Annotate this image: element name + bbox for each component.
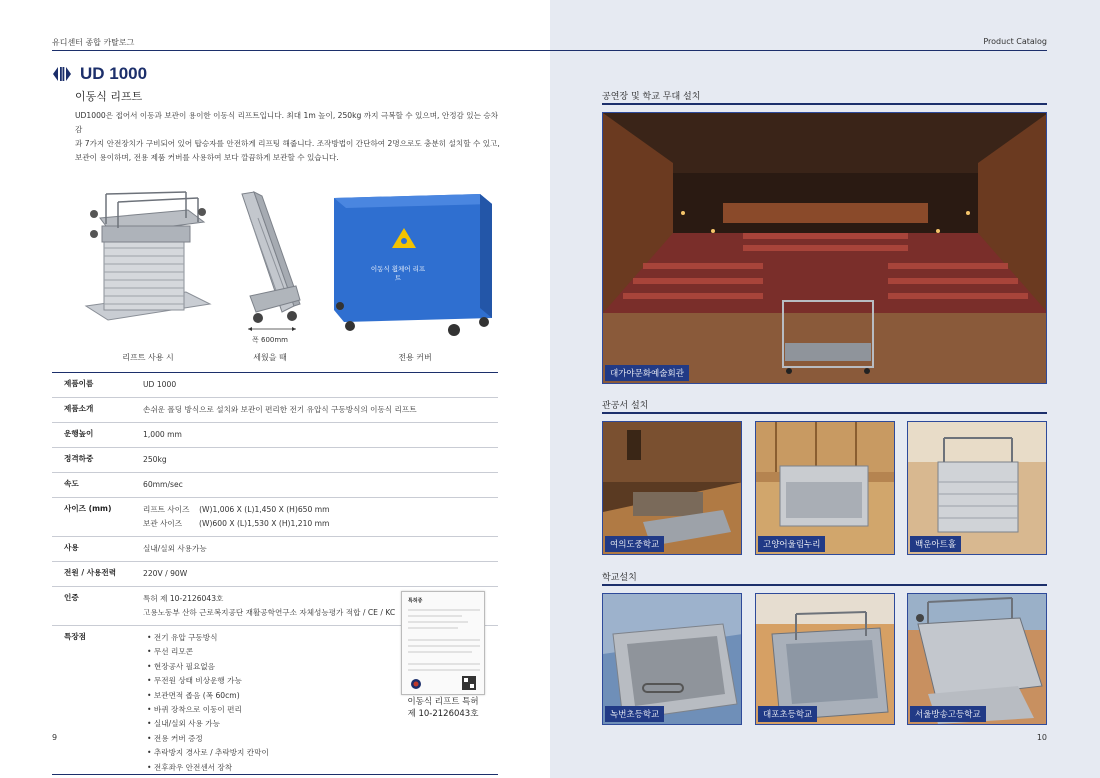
- spec-key: 전원 / 사용전력: [64, 568, 117, 577]
- cover-print-text: 이동식 휠체어 리프트: [370, 265, 426, 282]
- lift-folded-image: [230, 188, 310, 338]
- spec-value-line: 리프트 사이즈 (W)1,006 X (L)1,450 X (H)650 mm: [143, 505, 330, 514]
- spec-key: 사용: [64, 543, 79, 552]
- list-item: • 바퀴 장착으로 이동이 편리: [143, 703, 498, 717]
- spec-key: 사이즈 (mm): [64, 504, 112, 513]
- photo-public-1: [602, 421, 742, 555]
- photo-school-3: [907, 593, 1047, 725]
- photo-school-1: [602, 593, 742, 725]
- certificate-body-icon: [402, 604, 486, 694]
- photo-label: 여의도중학교: [605, 536, 664, 552]
- catalog-header-left: 유디센터 종합 카탈로그: [52, 38, 135, 47]
- section-title-public: 관공서 설치: [602, 401, 649, 411]
- page-title: UD 1000: [80, 64, 148, 83]
- spec-value-line: 250kg: [143, 455, 167, 464]
- spec-value-line: 고용노동부 산하 근로복지공단 재활공학연구소 자체성능평가 적합 / CE / KC: [143, 608, 396, 617]
- spec-value: [143, 398, 498, 422]
- section-rule: [602, 584, 1047, 586]
- spec-key: 인증: [64, 593, 79, 602]
- intro-paragraph: [75, 109, 505, 165]
- right-page: [550, 0, 1100, 778]
- table-row: [52, 423, 498, 448]
- photo-label: 녹번초등학교: [605, 706, 664, 722]
- spec-key: 제품소개: [64, 404, 94, 413]
- header-rule-right: [550, 50, 1047, 51]
- certificate-title: 특허증: [408, 598, 423, 604]
- intro-line: 과 7가지 안전장치가 구비되어 있어 탑승자를 안전하게 리프팅 해줍니다. 조작방법이 간단하여 2명으로도 충분히 설치할 수 있고,: [75, 139, 500, 148]
- photo-theater: [602, 112, 1047, 384]
- list-item: • 무전원 상태 비상운행 가능: [143, 674, 498, 688]
- catalog-header-right: Product Catalog: [983, 37, 1047, 46]
- ud-logo-icon: [52, 65, 72, 83]
- spec-value-line: 특허 제 10-2126043호: [143, 594, 224, 603]
- lift-in-use-image: [78, 188, 218, 338]
- spec-value-line: 1,000 mm: [143, 430, 182, 439]
- spec-value-line: 60mm/sec: [143, 480, 183, 489]
- photo-school-2: [755, 593, 895, 725]
- spec-key: 특장점: [64, 632, 87, 641]
- list-item: • 전후좌우 안전센서 장착: [143, 761, 498, 775]
- spec-key: 속도: [64, 479, 79, 488]
- list-item: • 전용 커버 증정: [143, 732, 498, 746]
- section-title-school: 학교설치: [602, 573, 637, 583]
- table-row: [52, 373, 498, 398]
- photo-label: 서울방송고등학교: [910, 706, 986, 722]
- photo-label: 대가야문화예술회관: [605, 365, 689, 381]
- dimension-label: 폭 600mm: [252, 336, 288, 344]
- page-subtitle: 이동식 리프트: [75, 90, 143, 103]
- table-row: [52, 473, 498, 498]
- table-row: [52, 498, 498, 537]
- spec-value: [143, 373, 498, 397]
- caption-lift-in-use: 리프트 사용 시: [122, 353, 174, 362]
- photo-label: 백운아트홀: [910, 536, 961, 552]
- intro-line: 보관이 용이하며, 전용 제품 커버를 사용하여 보다 깔끔하게 보관할 수 있습니다.: [75, 153, 339, 162]
- list-item: • 추락방지 경사로 / 추락방지 칸막이: [143, 746, 498, 760]
- patent-certificate-image: [401, 591, 485, 695]
- table-row: [52, 448, 498, 473]
- table-row: [52, 537, 498, 562]
- list-item: • 보관면적 좁음 (폭 60cm): [143, 689, 498, 703]
- photo-public-3: [907, 421, 1047, 555]
- caption-cover: 전용 커버: [398, 353, 432, 362]
- list-item: • 현장공사 필요없음: [143, 660, 498, 674]
- certificate-caption: [388, 696, 498, 720]
- header-rule-left: [52, 50, 550, 51]
- section-rule: [602, 412, 1047, 414]
- table-row: [52, 398, 498, 423]
- caption-folded: 세웠을 때: [253, 353, 287, 362]
- spec-value-line: 220V / 90W: [143, 569, 188, 578]
- spec-value: [143, 537, 498, 561]
- table-row: [52, 562, 498, 587]
- intro-line: UD1000은 접어서 이동과 보관이 용이한 이동식 리프트입니다. 최대 1m 높이, 250kg 까지 극복할 수 있으며, 안정감 있는 승차감: [75, 111, 499, 134]
- spec-key: 제품이름: [64, 379, 94, 388]
- list-item: • 실내/실외 사용 가능: [143, 717, 498, 731]
- spec-value: [143, 473, 498, 497]
- spec-value: [143, 423, 498, 447]
- photo-public-2: [755, 421, 895, 555]
- theater-photo: [603, 113, 1047, 384]
- certificate-caption-line: 이동식 리프트 특허: [407, 697, 479, 707]
- spec-value-line: 실내/실외 사용가능: [143, 544, 207, 553]
- photo-label: 대포초등학교: [758, 706, 817, 722]
- spec-value-line: 보관 사이즈 (W)600 X (L)1,530 X (H)1,210 mm: [143, 519, 330, 528]
- spec-value: [143, 448, 498, 472]
- certificate-caption-line: 제 10-2126043호: [407, 709, 479, 719]
- spec-value-line: UD 1000: [143, 380, 177, 389]
- page-number-right: 10: [1036, 733, 1047, 742]
- section-title-theater: 공연장 및 학교 무대 설치: [602, 92, 701, 102]
- photo-label: 고양어울림누리: [758, 536, 825, 552]
- list-item: • 전기 유압 구동방식: [143, 631, 498, 645]
- spec-value-line: 손쉬운 폴딩 방식으로 설치와 보관이 편리한 전기 유압식 구동방식의 이동식 리프트: [143, 405, 417, 414]
- spec-value: [143, 562, 498, 586]
- list-item: • 무선 리모콘: [143, 645, 498, 659]
- spec-key: 운행높이: [64, 429, 94, 438]
- product-title-block: [52, 64, 147, 84]
- section-rule: [602, 103, 1047, 105]
- spec-key: 정격하중: [64, 454, 94, 463]
- page-number-left: 9: [52, 733, 58, 742]
- spec-value: [143, 498, 498, 536]
